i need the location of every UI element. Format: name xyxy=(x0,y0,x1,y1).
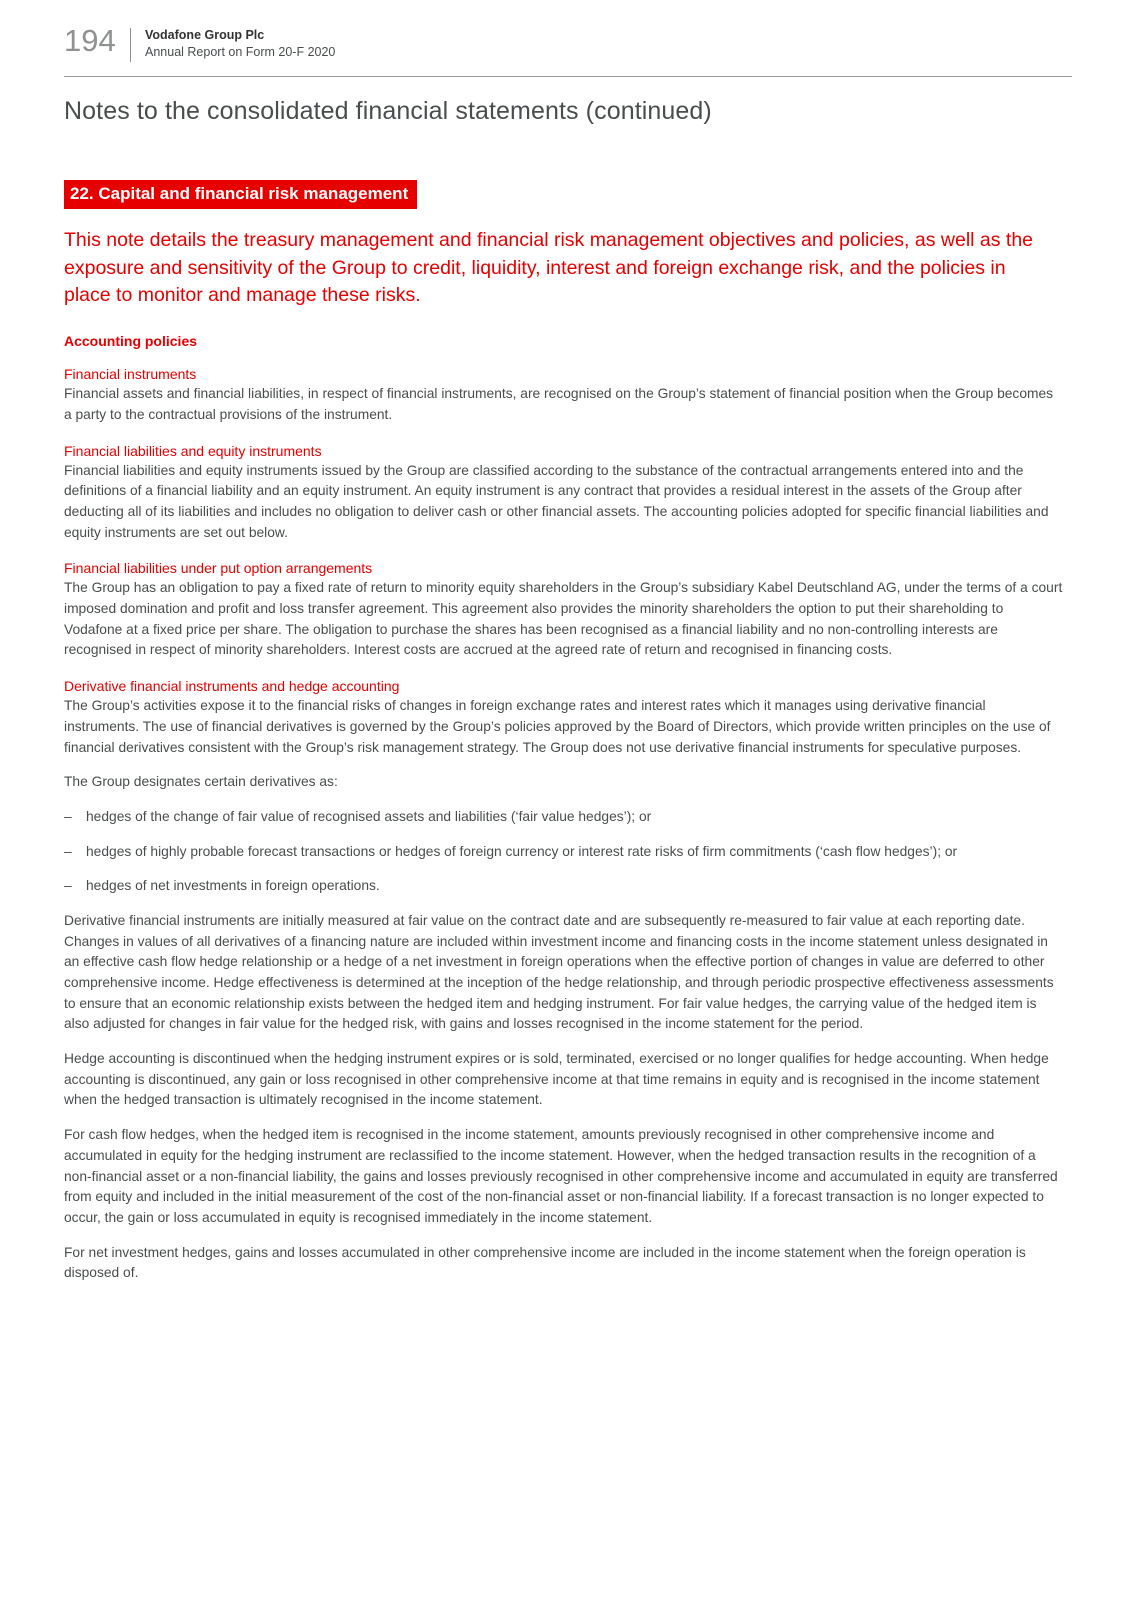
bullet-text: hedges of the change of fair value of recognised assets and liabilities (‘fair value hedges’); or xyxy=(86,808,652,824)
page-header xyxy=(64,24,1072,62)
dash-bullet-icon: – xyxy=(64,843,72,859)
policy-body-financial-liabilities-equity: Financial liabilities and equity instruments issued by the Group are classified according to the substance of the contractual arrangements entered into and the definitions of a financial liability and an equity instrument. An equity instrument is any contract that provides a residual interest in the assets of the Group after deducting all of its liabilities and includes no obligation to deliver cash or other financial assets. The accounting policies adopted for specific financial liabilities and equity instruments are set out below. xyxy=(64,462,1049,540)
section-heading: 22. Capital and financial risk management xyxy=(64,180,417,209)
designates-intro: The Group designates certain derivatives as: xyxy=(64,774,338,790)
list-item xyxy=(64,842,1064,863)
paragraph: Hedge accounting is discontinued when the hedging instrument expires or is sold, terminated, exercised or no longer qualifies for hedge accounting. When hedge accounting is discontinued, any gain or loss recognised in other comprehensive income at that time remains in equity and is recognised in the income statement when the hedged transaction is ultimately recognised in the income statement. xyxy=(64,1051,1049,1108)
policy-body-financial-instruments: Financial assets and financial liabilities, in respect of financial instruments, are recognised on the Group’s statement of financial position when the Group becomes a party to the contractual provisions of the instrument. xyxy=(64,386,1054,422)
company-name: Vodafone Group Plc xyxy=(145,28,265,42)
bullet-text: hedges of net investments in foreign operations. xyxy=(86,878,380,894)
page-number: 194 xyxy=(64,23,116,58)
page-title: Notes to the consolidated financial statements (continued) xyxy=(64,97,712,125)
list-item xyxy=(64,876,1064,897)
paragraph: For cash flow hedges, when the hedged item is recognised in the income statement, amounts previously recognised in other comprehensive income and accumulated in equity for the hedging instrument are reclassified to the income statement. However, when the hedged transaction results in the recognition of a non-financial asset or a non-financial liability, the gains and losses previously recognised in other comprehensive income and accumulated in equity are transferred from equity and included in the initial measurement of the cost of the non-financial asset or non-financial liability. If a forecast transaction is no longer expected to occur, the gain or loss accumulated in equity is recognised immediately in the income statement. xyxy=(64,1127,1058,1225)
paragraph: Derivative financial instruments are initially measured at fair value on the contract date and are subsequently re-measured to fair value at each reporting date. Changes in values of all derivatives of a financing nature are included within investment income and financing costs in the income statement unless designated in an effective cash flow hedge relationship or a hedge of a net investment in foreign operations when the effective portion of changes in value are deferred to other comprehensive income. Hedge effectiveness is determined at the inception of the hedge relationship, and through periodic prospective effectiveness assessments to ensure that an economic relationship exists between the hedged item and hedging instrument. For fair value hedges, the carrying value of the hedged item is also adjusted for changes in fair value for the hedged risk, with gains and losses recognised in the income statement for the period. xyxy=(64,912,1054,1032)
dash-bullet-icon: – xyxy=(64,808,72,824)
paragraph: For net investment hedges, gains and losses accumulated in other comprehensive income are included in the income statement when the foreign operation is disposed of. xyxy=(64,1244,1026,1281)
section-heading-wrap xyxy=(64,180,1072,209)
section-intro: This note details the treasury management and financial risk management objectives and policies, as well as the exposure and sensitivity of the Group to credit, liquidity, interest and foreign exchange risk, and the policies in place to monitor and manage these risks. xyxy=(64,229,1034,306)
accounting-policies-heading: Accounting policies xyxy=(64,333,198,350)
policy-body-put-option: The Group has an obligation to pay a fixed rate of return to minority equity shareholders in the Group’s subsidiary Kabel Deutschland AG, under the terms of a court imposed domination and profit and loss transfer agreement. This agreement also provides the minority shareholders the option to put their shareholding to Vodafone at a fixed price per share. The obligation to purchase the shares has been recognised as a financial liability and no non-controlling interests are recognised in respect of minority shareholders. Interest costs are accrued at the agreed rate of return and recognised in financing costs. xyxy=(64,580,1063,658)
policy-heading-financial-instruments: Financial instruments xyxy=(64,366,197,383)
policy-heading-put-option: Financial liabilities under put option arrangements xyxy=(64,560,373,577)
bullet-list xyxy=(64,807,1072,897)
policy-body-derivatives-hedge: The Group’s activities expose it to the financial risks of changes in foreign exchange rates and interest rates which it manages using derivative financial instruments. The use of financial derivatives is governed by the Group’s policies approved by the Board of Directors, which provide written principles on the use of financial derivatives consistent with the Group’s risk management strategy. The Group does not use derivative financial instruments for speculative purposes. xyxy=(64,698,1051,755)
header-rule xyxy=(64,76,1072,77)
header-text xyxy=(145,24,335,61)
policy-heading-financial-liabilities-equity: Financial liabilities and equity instruments xyxy=(64,442,322,459)
bullet-text: hedges of highly probable forecast transactions or hedges of foreign currency or interest rate risks of firm commitments (‘cash flow hedges’); or xyxy=(86,843,958,859)
header-divider xyxy=(130,28,131,62)
dash-bullet-icon: – xyxy=(64,878,72,894)
report-title: Annual Report on Form 20-F 2020 xyxy=(145,44,336,59)
policy-heading-derivatives-hedge: Derivative financial instruments and hedge accounting xyxy=(64,678,400,695)
list-item xyxy=(64,807,1064,828)
